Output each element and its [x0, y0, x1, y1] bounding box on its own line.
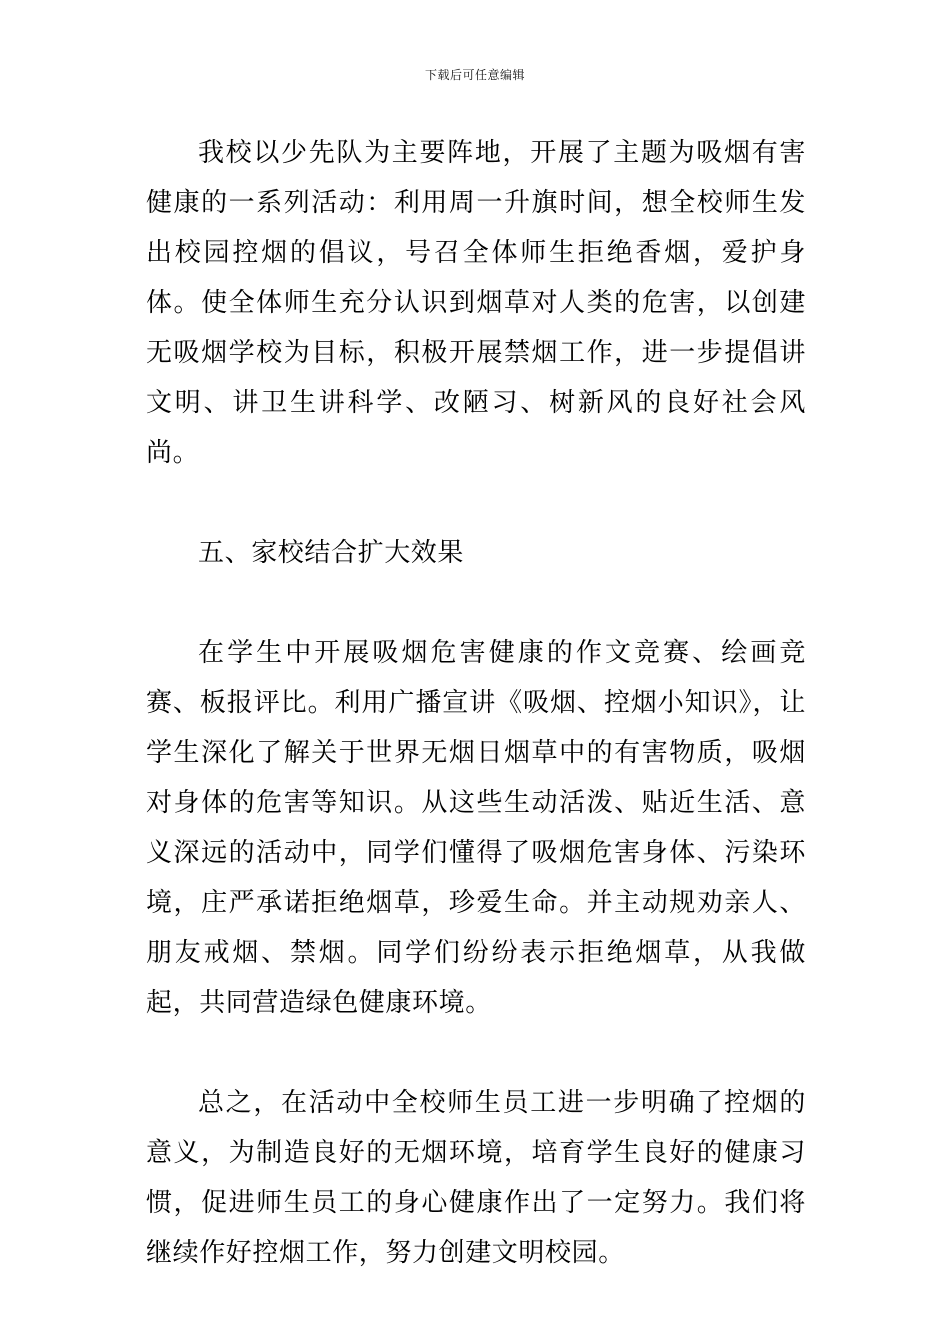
- paragraph-conclusion: 总之，在活动中全校师生员工进一步明确了控烟的意义，为制造良好的无烟环境，培育学生良好的健康习惯，促进师生员工的身心健康作出了一定努力。我们将继续作好控烟工作，努力创建文明校园。: [146, 1088, 806, 1268]
- section-heading-five: 五、家校结合扩大效果: [198, 538, 465, 568]
- paragraph-home-school: 在学生中开展吸烟危害健康的作文竞赛、绘画竞赛、板报评比。利用广播宣讲《吸烟、控烟小知识》，让学生深化了解关于世界无烟日烟草中的有害物质，吸烟对身体的危害等知识。从这些生动活泼、贴近生活、意义深远的活动中，同学们懂得了吸烟危害身体、污染环境，庄严承诺拒绝烟草，珍爱生命。并主动规劝亲人、朋友戒烟、禁烟。同学们纷纷表示拒绝烟草，从我做起，共同营造绿色健康环境。: [146, 638, 806, 1018]
- paragraph-activities: 我校以少先队为主要阵地，开展了主题为吸烟有害健康的一系列活动：利用周一升旗时间，想全校师生发出校园控烟的倡议，号召全体师生拒绝香烟，爱护身体。使全体师生充分认识到烟草对人类的危害，以创建无吸烟学校为目标，积极开展禁烟工作，进一步提倡讲文明、讲卫生讲科学、改陋习、树新风的良好社会风尚。: [146, 138, 806, 468]
- page-header-note: 下载后可任意编辑: [424, 68, 525, 82]
- document-body: [146, 128, 806, 1278]
